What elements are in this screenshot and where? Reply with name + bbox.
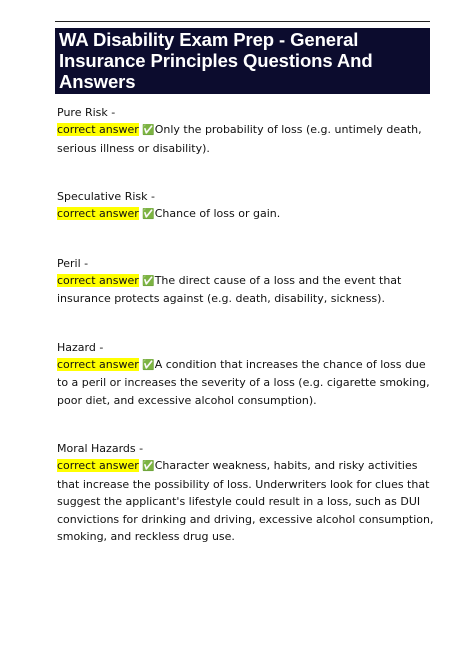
document-title: WA Disability Exam Prep - General Insurance Principles Questions And Answers	[59, 29, 373, 92]
answer-text-block	[57, 356, 437, 410]
qa-entry-hazard	[57, 339, 437, 410]
term-label: Speculative Risk -	[57, 190, 155, 203]
term-label: Peril -	[57, 256, 89, 270]
answer-text: Chance of loss or gain.	[154, 207, 281, 220]
check-icon: ✅	[142, 209, 155, 220]
answer-text: Only the probability of loss (e.g. untimely death, serious illness or disability).	[57, 123, 422, 155]
correct-answer-highlight: correct answer	[57, 357, 139, 371]
check-icon: ✅	[142, 275, 155, 287]
answer-text: A condition that increases the chance of loss due to a peril or increases the severity of a loss (e.g. cigarette smoking, poor diet, and excessive alcohol consumption).	[57, 357, 430, 407]
check-icon: ✅	[142, 359, 155, 371]
qa-list	[57, 104, 437, 546]
answer-text: The direct cause of a loss and the event that insurance protects against (e.g. death, disability, sickness).	[57, 273, 402, 305]
check-icon: ✅	[142, 125, 155, 136]
term-label: Moral Hazards -	[57, 442, 144, 455]
term-label: Hazard -	[57, 340, 104, 354]
qa-entry-peril	[57, 255, 437, 308]
correct-answer-highlight: correct answer	[57, 207, 139, 220]
answer-text-block	[57, 272, 437, 308]
qa-entry-pure-risk	[57, 104, 437, 157]
check-icon: ✅	[142, 461, 155, 472]
term-label: Pure Risk -	[57, 106, 116, 119]
answer-text-block	[57, 121, 437, 157]
qa-entry-moral-hazards	[57, 440, 437, 546]
answer-text: Character weakness, habits, and risky activities that increase the possibility of loss. Underwriters look for clues that suggest the applicant's lifestyle could result in a loss, such as DUI convictions for drinking and driving, excessive alcohol consumption, smoking, and reckless drug use.	[57, 459, 434, 543]
document-title-block	[55, 28, 430, 94]
qa-entry-speculative-risk	[57, 188, 437, 224]
answer-text-block	[57, 205, 437, 224]
answer-text-block	[57, 457, 437, 546]
top-rule	[55, 21, 430, 22]
correct-answer-highlight: correct answer	[57, 273, 139, 287]
correct-answer-highlight: correct answer	[57, 123, 139, 136]
correct-answer-highlight: correct answer	[57, 459, 139, 472]
